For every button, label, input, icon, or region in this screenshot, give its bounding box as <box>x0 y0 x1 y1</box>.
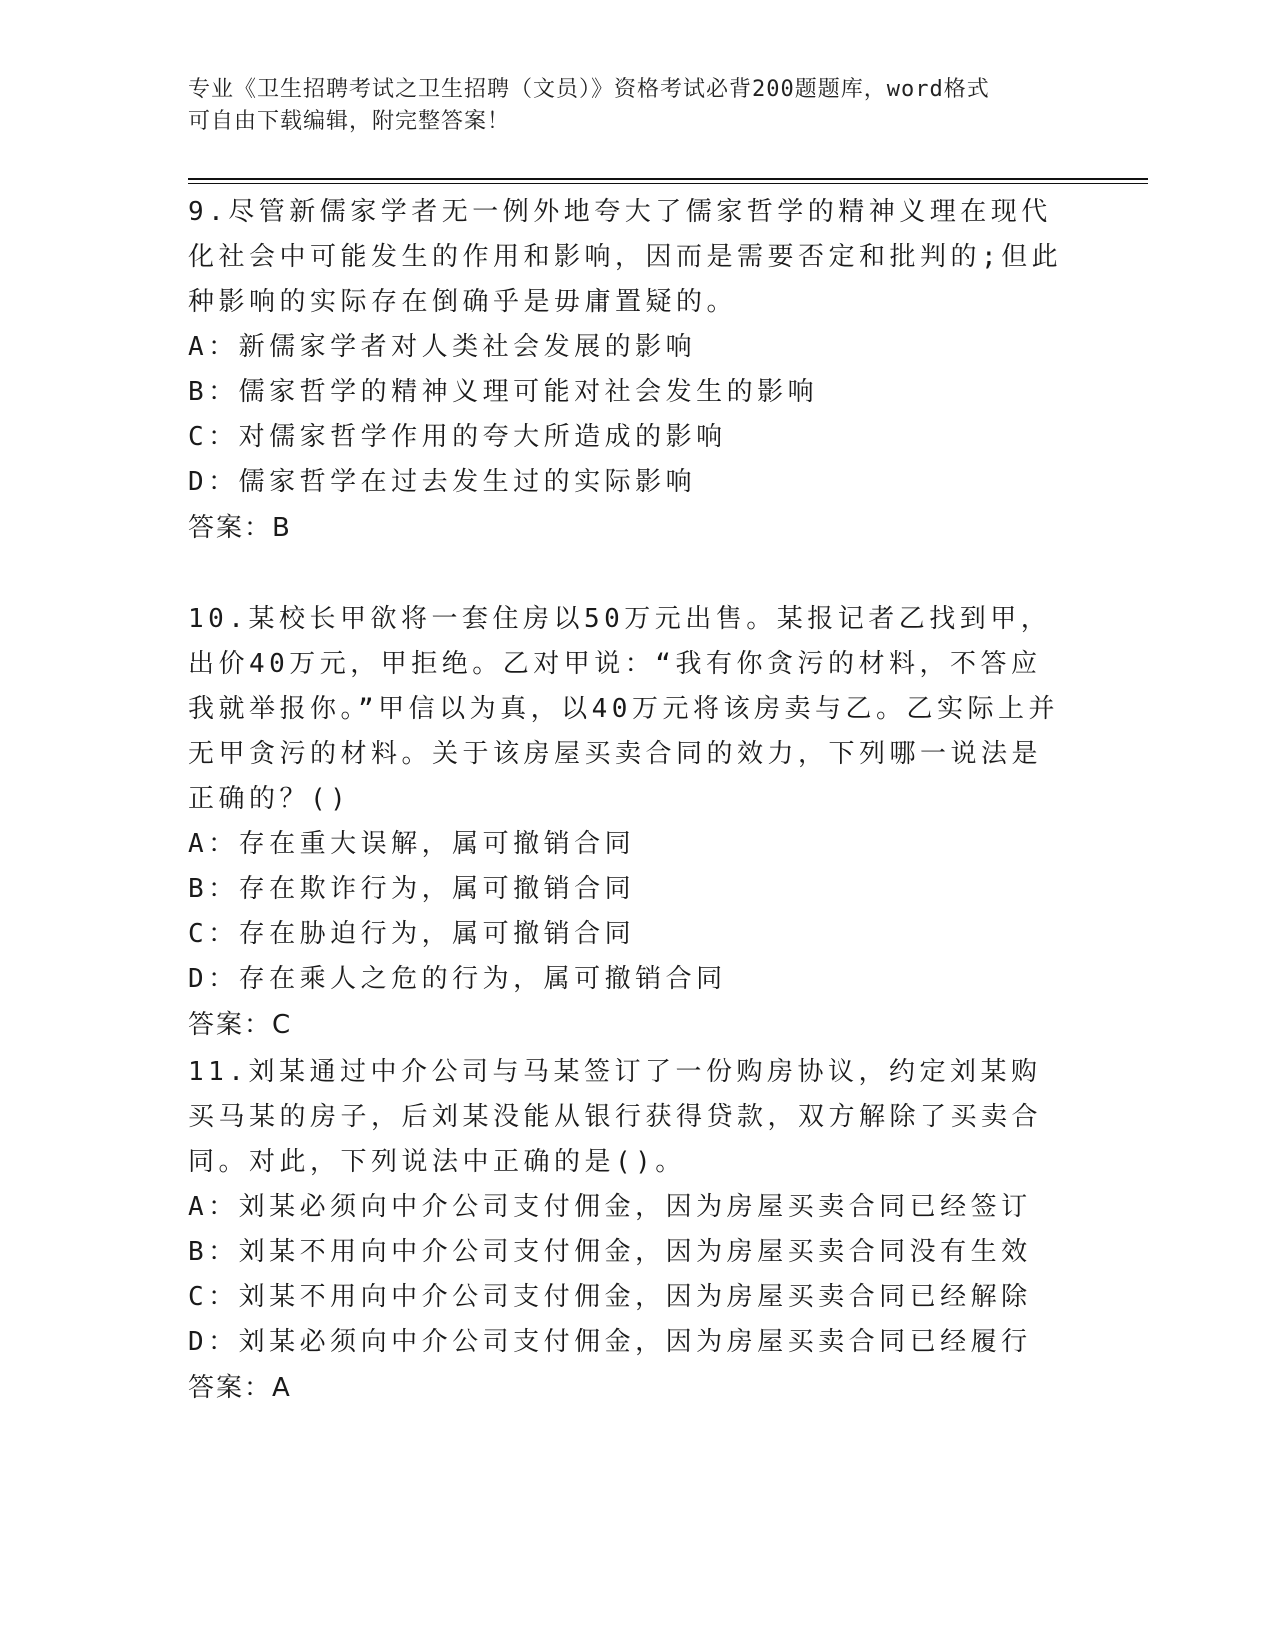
question-stem: 9.尽管新儒家学者无一例外地夸大了儒家哲学的精神义理在现代化社会中可能发生的作用和影响，因而是需要否定和批判的;但此种影响的实际存在倒确乎是毋庸置疑的。 <box>188 197 1063 317</box>
answer-label: 答案：C <box>188 1010 293 1040</box>
option-d: D：儒家哲学在过去发生过的实际影响 <box>188 467 697 497</box>
question-block <box>188 597 1068 1048</box>
option-b: B：存在欺诈行为，属可撤销合同 <box>188 874 636 904</box>
header-title-line-2: 可自由下载编辑，附完整答案！ <box>188 109 511 134</box>
answer-label: 答案：A <box>188 1373 292 1403</box>
option-c: C：存在胁迫行为，属可撤销合同 <box>188 919 636 949</box>
option-d: D：刘某必须向中介公司支付佣金，因为房屋买卖合同已经履行 <box>188 1327 1032 1357</box>
answer-label: 答案：B <box>188 513 292 543</box>
option-c: C：对儒家哲学作用的夸大所造成的影响 <box>188 422 727 452</box>
option-b: B：儒家哲学的精神义理可能对社会发生的影响 <box>188 377 819 407</box>
option-d: D：存在乘人之危的行为，属可撤销合同 <box>188 964 727 994</box>
option-a: A：新儒家学者对人类社会发展的影响 <box>188 332 697 362</box>
question-block <box>188 190 1068 551</box>
header-divider-thick <box>188 178 1148 180</box>
option-a: A：刘某必须向中介公司支付佣金，因为房屋买卖合同已经签订 <box>188 1192 1032 1222</box>
option-b: B：刘某不用向中介公司支付佣金，因为房屋买卖合同没有生效 <box>188 1237 1032 1267</box>
option-a: A：存在重大误解，属可撤销合同 <box>188 829 636 859</box>
header-divider-thin <box>188 183 1148 184</box>
document-header <box>188 74 1088 138</box>
question-stem: 10.某校长甲欲将一套住房以50万元出售。某报记者乙找到甲，出价40万元，甲拒绝。乙对甲说：“我有你贪污的材料，不答应我就举报你。”甲信以为真，以40万元将该房卖与乙。乙实际上并无甲贪污的材料。关于该房屋买卖合同的效力，下列哪一说法是正确的？() <box>188 604 1059 814</box>
header-title-line-1: 专业《卫生招聘考试之卫生招聘（文员）》资格考试必背200题题库，word格式 <box>188 77 990 102</box>
option-c: C：刘某不用向中介公司支付佣金，因为房屋买卖合同已经解除 <box>188 1282 1032 1312</box>
question-stem: 11.刘某通过中介公司与马某签订了一份购房协议，约定刘某购买马某的房子，后刘某没能从银行获得贷款，双方解除了买卖合同。对此，下列说法中正确的是()。 <box>188 1057 1043 1177</box>
question-block <box>188 1050 1068 1411</box>
